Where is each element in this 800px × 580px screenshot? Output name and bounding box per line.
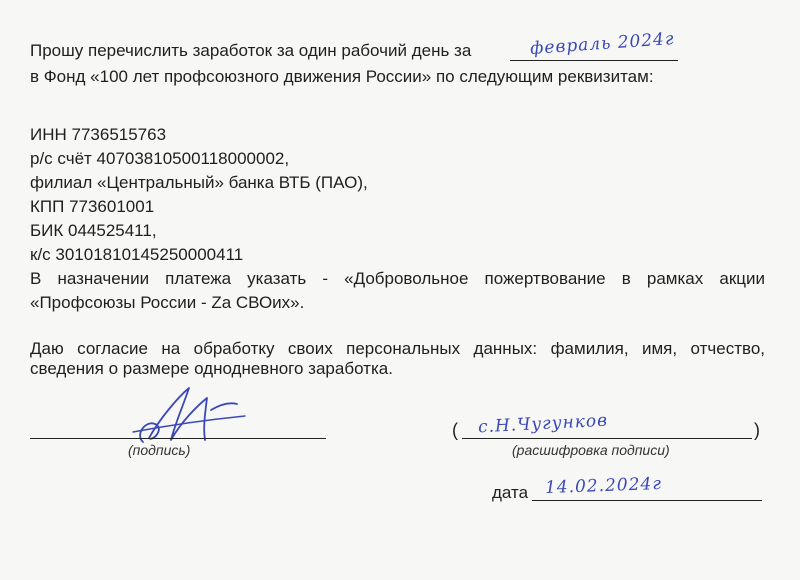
request-line-1: Прошу перечислить заработок за один рабочий день за (30, 41, 472, 60)
decoding-caption: (расшифровка подписи) (512, 442, 670, 458)
signature-line (30, 438, 326, 439)
handwritten-signature (125, 380, 285, 450)
requisite-branch: филиал «Центральный» банка ВТБ (ПАО), (30, 173, 368, 192)
handwritten-month: февраль 2024г (529, 28, 676, 60)
month-underline (510, 60, 678, 61)
decoding-line (462, 438, 752, 439)
handwritten-date: 14.02.2024г (544, 473, 663, 499)
decoding-close-paren: ) (754, 420, 760, 440)
requisite-corr-account: к/с 30101810145250000411 (30, 245, 244, 264)
date-line (532, 500, 762, 501)
payment-purpose-line-2: «Профсоюзы России - Za СВОих». (30, 293, 305, 312)
handwritten-name: с.Н.Чугунков (477, 410, 609, 438)
request-line-2: в Фонд «100 лет профсоюзного движения России» по следующим реквизитам: (30, 67, 654, 86)
date-label: дата (492, 483, 529, 502)
requisite-account: р/с счёт 40703810500118000002, (30, 149, 290, 168)
requisite-bik: БИК 044525411, (30, 221, 157, 240)
decoding-open-paren: ( (452, 420, 458, 440)
payment-purpose-line-1: В назначении платежа указать - «Добровольное пожертвование в рамках акции (30, 269, 765, 288)
requisite-kpp: КПП 773601001 (30, 197, 155, 216)
consent-line-2: сведения о размере однодневного заработка. (30, 359, 393, 378)
requisite-inn: ИНН 7736515763 (30, 125, 167, 144)
signature-caption: (подпись) (128, 442, 191, 458)
consent-line-1: Даю согласие на обработку своих персональных данных: фамилия, имя, отчество, (30, 339, 765, 358)
